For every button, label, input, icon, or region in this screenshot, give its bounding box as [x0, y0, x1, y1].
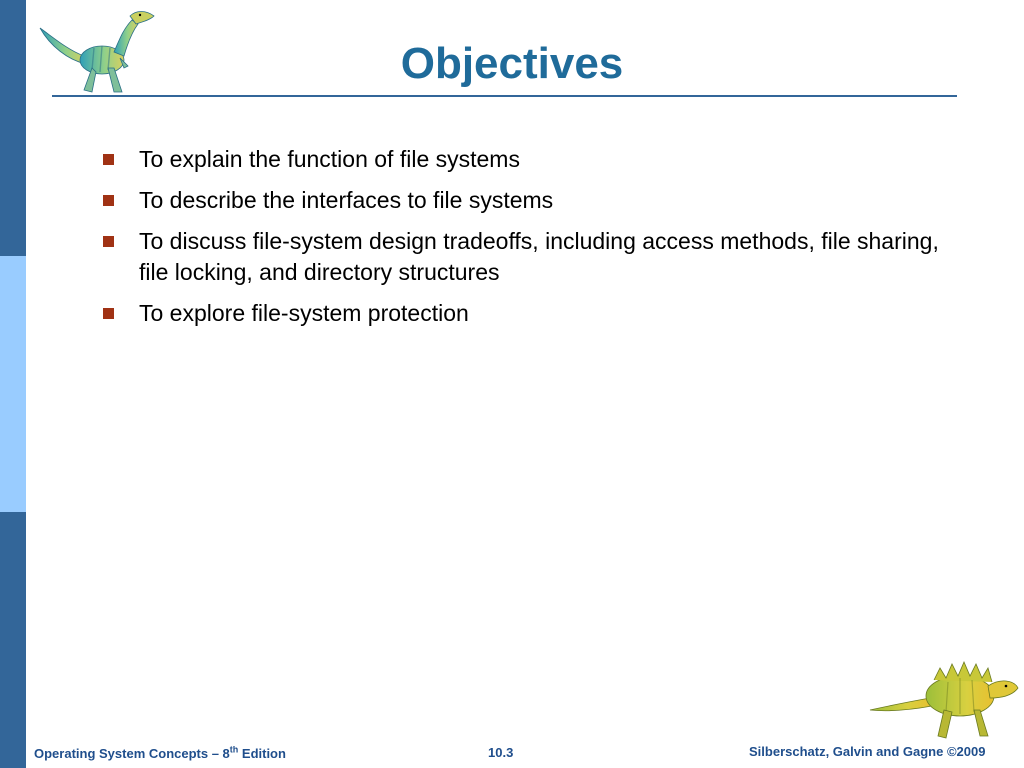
slide-title: Objectives	[400, 39, 624, 88]
square-bullet-icon	[103, 154, 114, 165]
bullet-text: To describe the interfaces to file systems	[139, 187, 554, 213]
square-bullet-icon	[103, 236, 114, 247]
footer-copyright: Silberschatz, Galvin and Gagne ©2009	[749, 744, 986, 759]
dinosaur-icon	[868, 656, 1020, 740]
list-item	[100, 185, 960, 216]
bullet-text: To explore file-system protection	[139, 300, 469, 326]
title-divider	[52, 95, 957, 97]
bullet-text: To discuss file-system design tradeoffs, including access methods, file sharing, file locking, and directory structures	[139, 228, 939, 285]
sidebar-light-middle	[0, 256, 26, 512]
list-item	[100, 144, 960, 175]
square-bullet-icon	[103, 195, 114, 206]
footer-course-sup: th	[229, 744, 239, 755]
list-item	[100, 226, 960, 288]
objectives-list	[100, 144, 960, 339]
square-bullet-icon	[103, 308, 114, 319]
bullet-text: To explain the function of file systems	[139, 146, 520, 172]
sidebar-dark-bottom	[0, 512, 26, 768]
footer-page-number: 10.3	[488, 745, 514, 760]
footer-course-prefix: Operating System Concepts – 8	[34, 746, 230, 761]
footer-course-suffix: Edition	[238, 746, 286, 761]
footer-course-title	[34, 746, 286, 761]
list-item	[100, 298, 960, 329]
